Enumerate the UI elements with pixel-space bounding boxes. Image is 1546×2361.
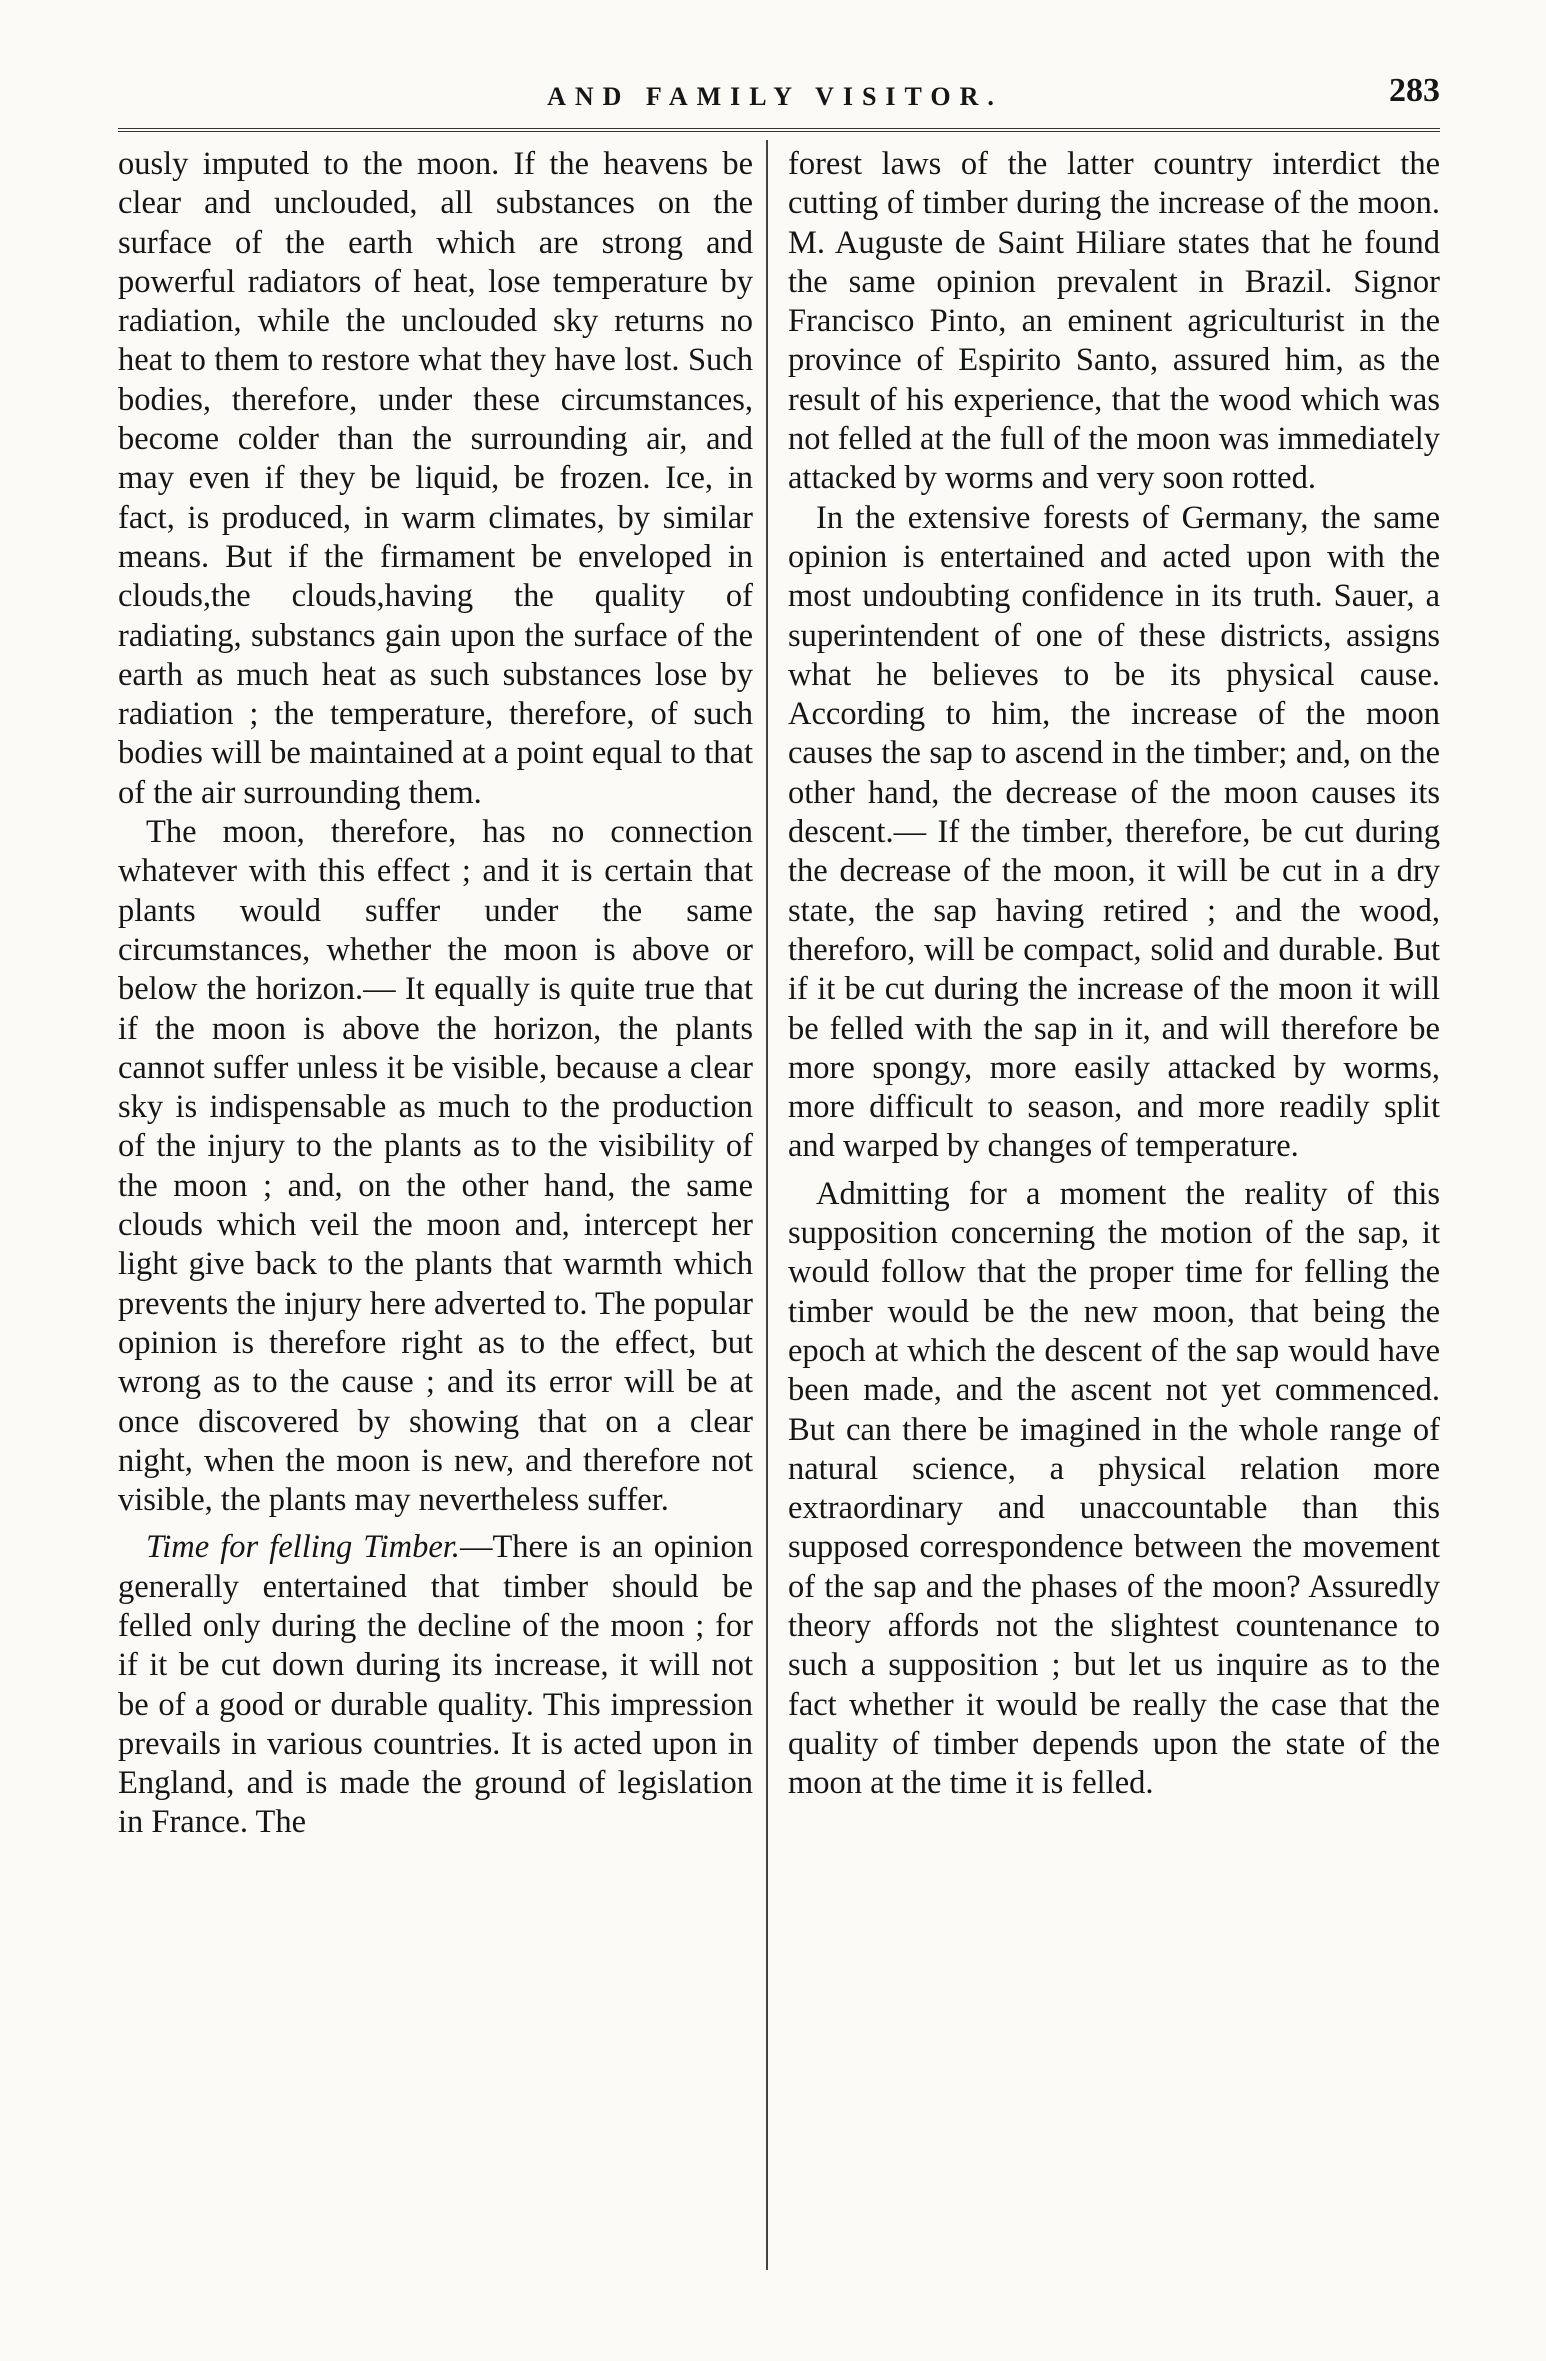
- paragraph-germany: In the extensive forests of Germany, the same opinion is entertained and acted upon with the most undoubting confidence in its truth. Sauer, a superintendent of one of these districts, assigns what he believes to be its physical cause. According to him, the increase of the moon causes the sap to ascend in the timber; and, on the other hand, the decrease of the moon causes its descent.— If the timber, therefore, be cut during the decrease of the moon, it will be cut in a dry state, the sap having retired ; and the wood, thereforo, will be compact, solid and durable. But if it be cut during the increase of the moon it will be felled with the sap in it, and will therefore be more spongy, more easily attacked by worms, more difficult to season, and more readily split and warped by changes of temperature.: [788, 499, 1440, 1165]
- paragraph-forest-laws: forest laws of the latter country interdict the cutting of timber during the increase of the moon. M. Auguste de Saint Hiliare states that he found the same opinion prevalent in Brazil. Signor Francisco Pinto, an eminent agriculturist in the province of Espirito Santo, assured him, as the result of his experience, that the wood which was not felled at the full of the moon was immediately attacked by worms and very soon rotted.: [788, 146, 1440, 497]
- header-rule: [118, 128, 1440, 132]
- running-head-title: AND FAMILY VISITOR.: [547, 82, 1003, 111]
- paragraph-radiation: ously imputed to the moon. If the heavens be clear and unclouded, all substances on the surface of the earth which are strong and powerful radiators of heat, lose temperature by radiation, while the unclouded sky returns no heat to them to restore what they have lost. Such bodies, therefore, under these circumstances, become colder than the surrounding air, and may even if they be liquid, be frozen. Ice, in fact, is produced, in warm climates, by similar means. But if the firmament be enveloped in clouds,the clouds,having the quality of radiating, substancs gain upon the surface of the earth as much heat as such substances lose by radiation ; the temperature, therefore, of such bodies will be maintained at a point equal to that of the air surrounding them.: [118, 146, 753, 811]
- paragraph-admitting: Admitting for a moment the reality of this supposition concerning the motion of the sap, it would follow that the proper time for felling the timber would be the new moon, that being the epoch at which the descent of the sap would have been made, and the ascent not yet commenced. But can there be imagined in the whole range of natural science, a physical relation more extraordinary and unaccountable than this supposed correspondence between the movement of the sap and the phases of the moon? Assuredly theory affords not the slightest countenance to such a supposition ; but let us inquire as to the fact whether it would be really the case that the quality of timber depends upon the state of the moon at the time it is felled.: [788, 1175, 1440, 1802]
- paragraph-felling-timber-text: —There is an opinion generally entertained that timber should be felled only during the decline of the moon ; for if it be cut down during its increase, it will not be of a good or durable quality. This impression prevails in various countries. It is acted upon in England, and is made the ground of legislation in France. The: [118, 1529, 753, 1841]
- left-column: [118, 145, 753, 1843]
- section-heading-felling-timber: Time for felling Timber.: [146, 1529, 460, 1566]
- column-divider: [766, 140, 768, 2270]
- page-number: 283: [1389, 72, 1440, 109]
- running-head: [110, 62, 1440, 122]
- paragraph-felling-timber: [118, 1528, 753, 1842]
- paragraph-moon-connection: The moon, therefore, has no connection whatever with this effect ; and it is certain that plants would suffer under the same circumstances, whether the moon is above or below the horizon.— It equally is quite true that if the moon is above the horizon, the plants cannot suffer unless it be visible, because a clear sky is indispensable as much to the production of the injury to the plants as to the visibility of the moon ; and, on the other hand, the same clouds which veil the moon and, intercept her light give back to the plants that warmth which prevents the injury here adverted to. The popular opinion is therefore right as to the effect, but wrong as to the cause ; and its error will be at once discovered by showing that on a clear night, when the moon is new, and therefore not visible, the plants may nevertheless suffer.: [118, 814, 753, 1519]
- right-column: [788, 145, 1440, 1803]
